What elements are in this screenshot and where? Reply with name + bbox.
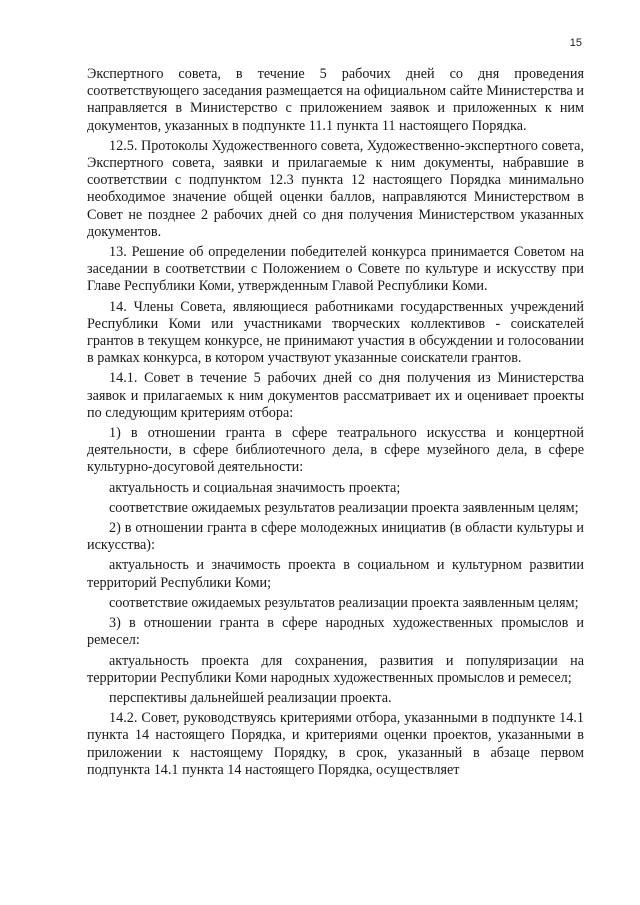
page-number: 15: [569, 37, 582, 49]
paragraph-13: 13. Решение об определении победителей конкурса принимается Советом на заседании в соответствии с Положением о Совете по культуре и искусству при Главе Республики Коми, утвержденным Главой Республики Коми.: [87, 244, 584, 295]
paragraph-14-2: 14.2. Совет, руководствуясь критериями отбора, указанными в подпункте 14.1 пункта 14 настоящего Порядка, и критериями оценки проектов, указанными в приложении к настоящему Порядку, в срок, указанный в абзаце первом подпункта 14.1 пункта 14 настоящего Порядка, осуществляет: [87, 710, 584, 778]
paragraph-item-2: 2) в отношении гранта в сфере молодежных инициатив (в области культуры и искусства):: [87, 520, 584, 554]
paragraph-criterion-2b: соответствие ожидаемых результатов реализации проекта заявленным целям;: [109, 594, 579, 611]
paragraph-14: 14. Члены Совета, являющиеся работниками государственных учреждений Республики Коми или участниками творческих коллективов - соискателей грантов в текущем конкурсе, не принимают участия в обсуждении и голосовании в рамках конкурса, в котором участвуют указанные соискатели грантов.: [87, 298, 584, 367]
paragraph-item-1: 1) в отношении гранта в сфере театрального искусства и концертной деятельности, в сфере библиотечного дела, в сфере музейного дела, в сфере культурно-досуговой деятельности:: [87, 425, 584, 476]
document-body: [87, 66, 584, 779]
paragraph-criterion-1a: актуальность и социальная значимость проекта;: [109, 479, 401, 496]
paragraph-14-1: 14.1. Совет в течение 5 рабочих дней со дня получения из Министерства заявок и прилагаемых к ним документов рассматривает их и оценивает проекты по следующим критериям отбора:: [87, 370, 584, 421]
paragraph-criterion-2a: актуальность и значимость проекта в социальном и культурном развитии территорий Республики Коми;: [87, 557, 584, 591]
paragraph-criterion-3b: перспективы дальнейшей реализации проекта.: [109, 689, 392, 706]
paragraph-12-5: 12.5. Протоколы Художественного совета, Художественно-экспертного совета, Экспертного совета, заявки и прилагаемые к ним документы, набравшие в соответствии с подпунктом 12.3 пункта 12 настоящего Порядка минимально необходимое значение общей оценки баллов, направляются Министерством в Совет не позднее 2 рабочих дней со дня получения Министерством указанных документов.: [87, 137, 584, 240]
paragraph-criterion-3a: актуальность проекта для сохранения, развития и популяризации на территории Республики Коми народных художественных промыслов и ремесел;: [87, 652, 584, 686]
paragraph-criterion-1b: соответствие ожидаемых результатов реализации проекта заявленным целям;: [109, 499, 579, 516]
paragraph-item-3: 3) в отношении гранта в сфере народных художественных промыслов и ремесел:: [87, 615, 584, 649]
paragraph-0: Экспертного совета, в течение 5 рабочих дней со дня проведения соответствующего заседания размещается на официальном сайте Министерства и направляется в Министерство с приложением заявок и приложенных к ним документов, указанных в подпункте 11.1 пункта 11 настоящего Порядка.: [87, 66, 584, 134]
